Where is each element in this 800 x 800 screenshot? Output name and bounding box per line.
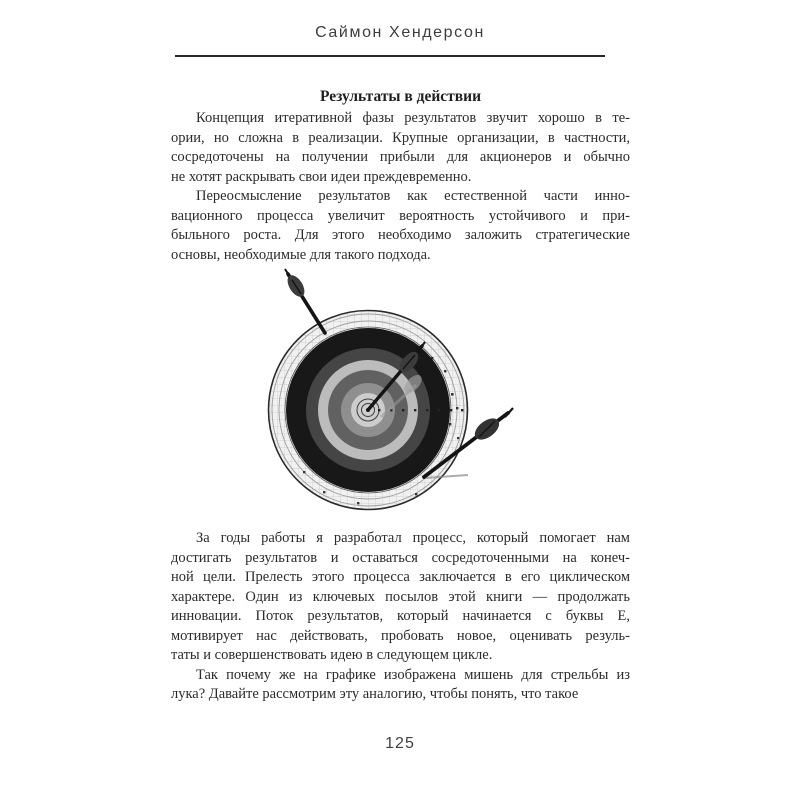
target-figure xyxy=(171,265,630,517)
page-number: 125 xyxy=(385,735,415,752)
header-divider xyxy=(175,55,605,57)
paragraph: За годы работы я разработал процесс, который помогает нам достигать результатов и оставаться сосредоточенными на конеч- ной цели. Прелесть этого процесса заключается в его циклическом характере. Один из ключевых посылов этой книги — продолжать инновации. Поток результатов, который начинается с буквы Е, мотивирует нас действовать, пробовать новое, оценивать резуль- таты и совершенствовать идею в следующем цикле. xyxy=(171,530,630,663)
running-head-author: Саймон Хендерсон xyxy=(315,24,485,41)
arrow-top-left-icon xyxy=(284,269,325,333)
paragraph: Переосмысление результатов как естественной части инно- вационного процесса увеличит вероятность устойчивого и при- быльного роста. Для этого необходимо заложить стратегические основы, необходимые для такого подхода. xyxy=(171,188,630,263)
paragraph: Концепция итеративной фазы результатов звучит хорошо в те- ории, но сложна в реализации. Крупные организации, в частности, сосредоточены на получении прибыли для акционеров и обычно не хотят раскрывать свои идеи преждевременно. xyxy=(171,110,630,185)
page-content xyxy=(171,87,630,705)
section-heading: Результаты в действии xyxy=(319,88,482,105)
paragraph: Так почему же на графике изображена мишень для стрельбы из лука? Давайте рассмотрим эту аналогию, чтобы понять, что такое xyxy=(171,666,630,702)
bullseye-target-illustration xyxy=(235,265,525,517)
